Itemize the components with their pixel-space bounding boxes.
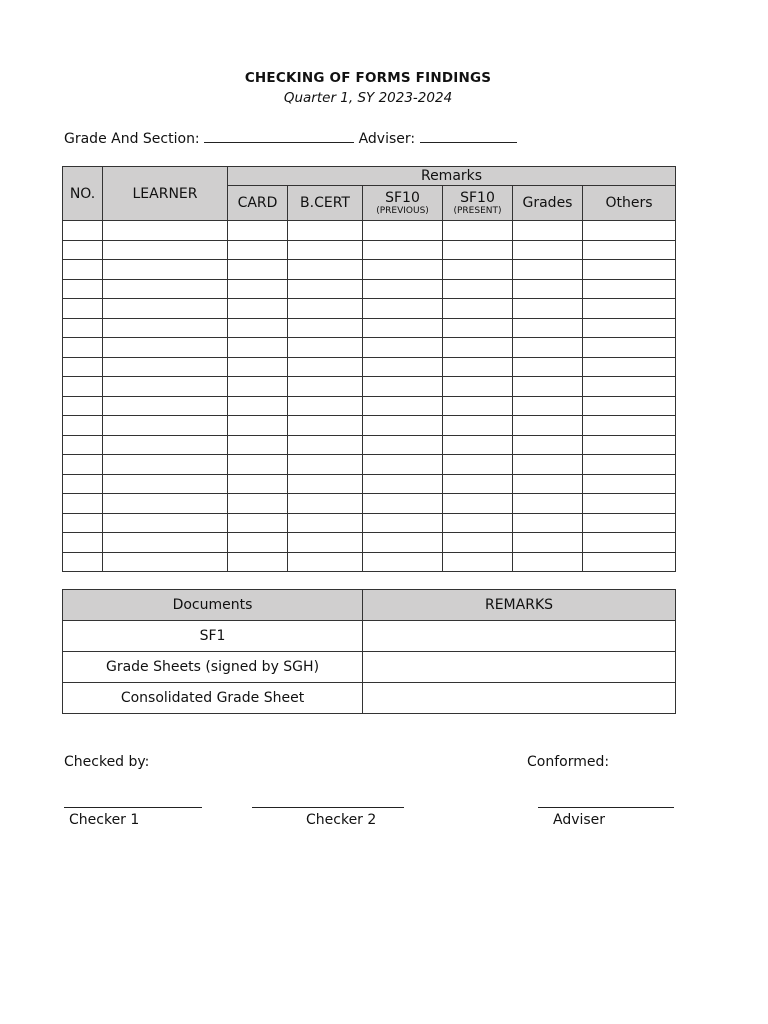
sf10-previous-header xyxy=(363,186,443,221)
document-remarks-cell[interactable] xyxy=(363,652,676,683)
grades-cell[interactable] xyxy=(513,435,583,455)
others-cell[interactable] xyxy=(583,357,676,377)
learner-cell[interactable] xyxy=(103,455,228,475)
others-cell[interactable] xyxy=(583,260,676,280)
sf10-previous-cell[interactable] xyxy=(363,240,443,260)
bcert-cell[interactable] xyxy=(288,318,363,338)
card-cell[interactable] xyxy=(228,260,288,280)
no-cell[interactable] xyxy=(63,299,103,319)
sf10-previous-cell[interactable] xyxy=(363,552,443,572)
grades-cell[interactable] xyxy=(513,221,583,241)
sf10-present-cell[interactable] xyxy=(443,513,513,533)
card-cell[interactable] xyxy=(228,533,288,553)
card-cell[interactable] xyxy=(228,494,288,514)
grades-header xyxy=(513,186,583,221)
sf10-previous-cell[interactable] xyxy=(363,357,443,377)
sf10-previous-cell[interactable] xyxy=(363,221,443,241)
others-cell[interactable] xyxy=(583,377,676,397)
bcert-cell[interactable] xyxy=(288,279,363,299)
adviser-label: Adviser: xyxy=(358,131,416,147)
checked-by-label: Checked by: xyxy=(64,754,150,770)
learner-cell[interactable] xyxy=(103,279,228,299)
grades-cell[interactable] xyxy=(513,396,583,416)
table-row xyxy=(63,416,676,436)
grades-cell[interactable] xyxy=(513,357,583,377)
learner-cell[interactable] xyxy=(103,533,228,553)
sf10-previous-cell[interactable] xyxy=(363,416,443,436)
sf10-present-cell[interactable] xyxy=(443,416,513,436)
others-cell[interactable] xyxy=(583,240,676,260)
grade-section-label: Grade And Section: xyxy=(64,131,200,147)
no-cell[interactable] xyxy=(63,338,103,358)
sf10-present-cell[interactable] xyxy=(443,474,513,494)
no-cell[interactable] xyxy=(63,474,103,494)
documents-remarks-header: REMARKS xyxy=(363,590,676,621)
learner-cell[interactable] xyxy=(103,396,228,416)
bcert-cell[interactable] xyxy=(288,221,363,241)
conformed-label: Conformed: xyxy=(527,754,610,770)
card-cell[interactable] xyxy=(228,357,288,377)
learner-cell[interactable] xyxy=(103,513,228,533)
bcert-cell[interactable] xyxy=(288,240,363,260)
others-cell[interactable] xyxy=(583,435,676,455)
sf10-previous-cell[interactable] xyxy=(363,318,443,338)
bcert-cell[interactable] xyxy=(288,455,363,475)
bcert-cell[interactable] xyxy=(288,533,363,553)
bcert-cell[interactable] xyxy=(288,435,363,455)
sf10-present-cell[interactable] xyxy=(443,552,513,572)
card-cell[interactable] xyxy=(228,455,288,475)
card-cell[interactable] xyxy=(228,474,288,494)
table-row xyxy=(63,552,676,572)
no-header: NO. xyxy=(63,167,103,221)
card-cell[interactable] xyxy=(228,338,288,358)
documents-header: Documents xyxy=(63,590,363,621)
card-cell[interactable] xyxy=(228,513,288,533)
table-row xyxy=(63,260,676,280)
others-cell[interactable] xyxy=(583,279,676,299)
sf10-previous-sublabel: (PREVIOUS) xyxy=(376,205,429,216)
bcert-cell[interactable] xyxy=(288,260,363,280)
card-cell[interactable] xyxy=(228,377,288,397)
grades-cell[interactable] xyxy=(513,494,583,514)
bcert-cell[interactable] xyxy=(288,474,363,494)
others-cell[interactable] xyxy=(583,513,676,533)
document-name: SF1 xyxy=(63,621,363,652)
card-header xyxy=(228,186,288,221)
table-row xyxy=(63,318,676,338)
adviser-signature-line[interactable] xyxy=(538,807,674,808)
card-cell[interactable] xyxy=(228,299,288,319)
table-row xyxy=(63,338,676,358)
table-row xyxy=(63,240,676,260)
sf10-present-cell[interactable] xyxy=(443,435,513,455)
grade-section-field[interactable] xyxy=(204,128,354,143)
sf10-present-cell[interactable] xyxy=(443,299,513,319)
adviser-field[interactable] xyxy=(420,128,517,143)
sf10-previous-cell[interactable] xyxy=(363,513,443,533)
learner-cell[interactable] xyxy=(103,377,228,397)
no-cell[interactable] xyxy=(63,279,103,299)
sf10-present-cell[interactable] xyxy=(443,279,513,299)
sf10-present-cell[interactable] xyxy=(443,533,513,553)
others-cell[interactable] xyxy=(583,455,676,475)
card-cell[interactable] xyxy=(228,318,288,338)
table-row xyxy=(63,377,676,397)
no-cell[interactable] xyxy=(63,240,103,260)
sf10-present-cell[interactable] xyxy=(443,240,513,260)
grades-cell[interactable] xyxy=(513,279,583,299)
others-cell[interactable] xyxy=(583,474,676,494)
table-row xyxy=(63,435,676,455)
learner-cell[interactable] xyxy=(103,240,228,260)
others-cell[interactable] xyxy=(583,221,676,241)
grades-cell[interactable] xyxy=(513,338,583,358)
document-remarks-cell[interactable] xyxy=(363,683,676,714)
adviser-sign-label: Adviser xyxy=(553,812,606,828)
document-title: CHECKING OF FORMS FINDINGS xyxy=(244,70,492,86)
table-row xyxy=(63,455,676,475)
others-cell[interactable] xyxy=(583,318,676,338)
grades-cell[interactable] xyxy=(513,260,583,280)
documents-table xyxy=(62,589,676,714)
checker2-label: Checker 2 xyxy=(306,812,377,828)
learner-cell[interactable] xyxy=(103,318,228,338)
others-cell[interactable] xyxy=(583,494,676,514)
sf10-present-header xyxy=(443,186,513,221)
sf10-previous-cell[interactable] xyxy=(363,279,443,299)
learner-cell[interactable] xyxy=(103,416,228,436)
sf10-previous-cell[interactable] xyxy=(363,474,443,494)
card-cell[interactable] xyxy=(228,240,288,260)
others-cell[interactable] xyxy=(583,396,676,416)
grades-cell[interactable] xyxy=(513,299,583,319)
sf10-previous-cell[interactable] xyxy=(363,299,443,319)
no-cell[interactable] xyxy=(63,377,103,397)
table-row xyxy=(63,474,676,494)
grade-section-line xyxy=(64,128,517,147)
sf10-present-cell[interactable] xyxy=(443,455,513,475)
sf10-present-label: SF10 xyxy=(460,189,495,206)
sf10-previous-cell[interactable] xyxy=(363,338,443,358)
no-cell[interactable] xyxy=(63,357,103,377)
card-cell[interactable] xyxy=(228,552,288,572)
learner-cell[interactable] xyxy=(103,552,228,572)
no-cell[interactable] xyxy=(63,318,103,338)
bcert-cell[interactable] xyxy=(288,357,363,377)
sf10-present-cell[interactable] xyxy=(443,221,513,241)
others-cell[interactable] xyxy=(583,299,676,319)
table-row xyxy=(63,396,676,416)
document-subtitle: Quarter 1, SY 2023-2024 xyxy=(283,90,453,106)
sf10-present-cell[interactable] xyxy=(443,260,513,280)
card-cell[interactable] xyxy=(228,221,288,241)
table-row xyxy=(63,621,676,652)
grades-cell[interactable] xyxy=(513,377,583,397)
sf10-previous-cell[interactable] xyxy=(363,396,443,416)
no-cell[interactable] xyxy=(63,494,103,514)
card-cell[interactable] xyxy=(228,435,288,455)
checker1-label: Checker 1 xyxy=(69,812,140,828)
no-cell[interactable] xyxy=(63,260,103,280)
others-header-label: Others xyxy=(605,195,653,211)
no-cell[interactable] xyxy=(63,396,103,416)
others-cell[interactable] xyxy=(583,416,676,436)
card-cell[interactable] xyxy=(228,396,288,416)
sf10-present-cell[interactable] xyxy=(443,338,513,358)
card-header-label: CARD xyxy=(237,195,278,211)
bcert-cell[interactable] xyxy=(288,513,363,533)
sf10-previous-cell[interactable] xyxy=(363,260,443,280)
sf10-present-cell[interactable] xyxy=(443,318,513,338)
bcert-cell[interactable] xyxy=(288,552,363,572)
findings-table xyxy=(62,166,676,572)
grades-cell[interactable] xyxy=(513,416,583,436)
learner-cell[interactable] xyxy=(103,494,228,514)
no-cell[interactable] xyxy=(63,552,103,572)
learner-cell[interactable] xyxy=(103,435,228,455)
learner-rows xyxy=(63,221,676,572)
bcert-cell[interactable] xyxy=(288,299,363,319)
no-cell[interactable] xyxy=(63,455,103,475)
checker1-signature-line[interactable] xyxy=(64,807,202,808)
sf10-previous-cell[interactable] xyxy=(363,435,443,455)
sf10-present-cell[interactable] xyxy=(443,357,513,377)
grades-cell[interactable] xyxy=(513,240,583,260)
grades-cell[interactable] xyxy=(513,533,583,553)
others-cell[interactable] xyxy=(583,552,676,572)
sf10-present-cell[interactable] xyxy=(443,396,513,416)
learner-cell[interactable] xyxy=(103,338,228,358)
sf10-previous-cell[interactable] xyxy=(363,494,443,514)
table-row xyxy=(63,683,676,714)
no-cell[interactable] xyxy=(63,513,103,533)
document-name: Consolidated Grade Sheet xyxy=(63,683,363,714)
bcert-cell[interactable] xyxy=(288,338,363,358)
learner-header: LEARNER xyxy=(103,167,228,221)
sf10-previous-cell[interactable] xyxy=(363,455,443,475)
grades-cell[interactable] xyxy=(513,513,583,533)
no-cell[interactable] xyxy=(63,416,103,436)
bcert-cell[interactable] xyxy=(288,377,363,397)
sf10-present-sublabel: (PRESENT) xyxy=(453,205,502,216)
bcert-header xyxy=(288,186,363,221)
no-cell[interactable] xyxy=(63,435,103,455)
table-row xyxy=(63,299,676,319)
sf10-present-cell[interactable] xyxy=(443,377,513,397)
learner-cell[interactable] xyxy=(103,299,228,319)
grades-header-label: Grades xyxy=(522,195,573,211)
checker2-signature-line[interactable] xyxy=(252,807,404,808)
document-name: Grade Sheets (signed by SGH) xyxy=(63,652,363,683)
others-header xyxy=(583,186,676,221)
table-row xyxy=(63,652,676,683)
table-row xyxy=(63,494,676,514)
grades-cell[interactable] xyxy=(513,474,583,494)
table-row xyxy=(63,357,676,377)
sf10-previous-cell[interactable] xyxy=(363,533,443,553)
table-row xyxy=(63,279,676,299)
no-cell[interactable] xyxy=(63,221,103,241)
no-cell[interactable] xyxy=(63,533,103,553)
learner-cell[interactable] xyxy=(103,221,228,241)
bcert-cell[interactable] xyxy=(288,396,363,416)
learner-cell[interactable] xyxy=(103,260,228,280)
table-row xyxy=(63,221,676,241)
table-row xyxy=(63,513,676,533)
card-cell[interactable] xyxy=(228,416,288,436)
sf10-previous-label: SF10 xyxy=(385,189,420,206)
remarks-header: Remarks xyxy=(228,167,676,186)
sf10-previous-cell[interactable] xyxy=(363,377,443,397)
bcert-cell[interactable] xyxy=(288,494,363,514)
learner-cell[interactable] xyxy=(103,357,228,377)
grades-cell[interactable] xyxy=(513,552,583,572)
learner-cell[interactable] xyxy=(103,474,228,494)
document-remarks-cell[interactable] xyxy=(363,621,676,652)
others-cell[interactable] xyxy=(583,533,676,553)
bcert-header-label: B.CERT xyxy=(300,195,350,211)
grades-cell[interactable] xyxy=(513,455,583,475)
grades-cell[interactable] xyxy=(513,318,583,338)
sf10-present-cell[interactable] xyxy=(443,494,513,514)
card-cell[interactable] xyxy=(228,279,288,299)
others-cell[interactable] xyxy=(583,338,676,358)
bcert-cell[interactable] xyxy=(288,416,363,436)
table-row xyxy=(63,533,676,553)
